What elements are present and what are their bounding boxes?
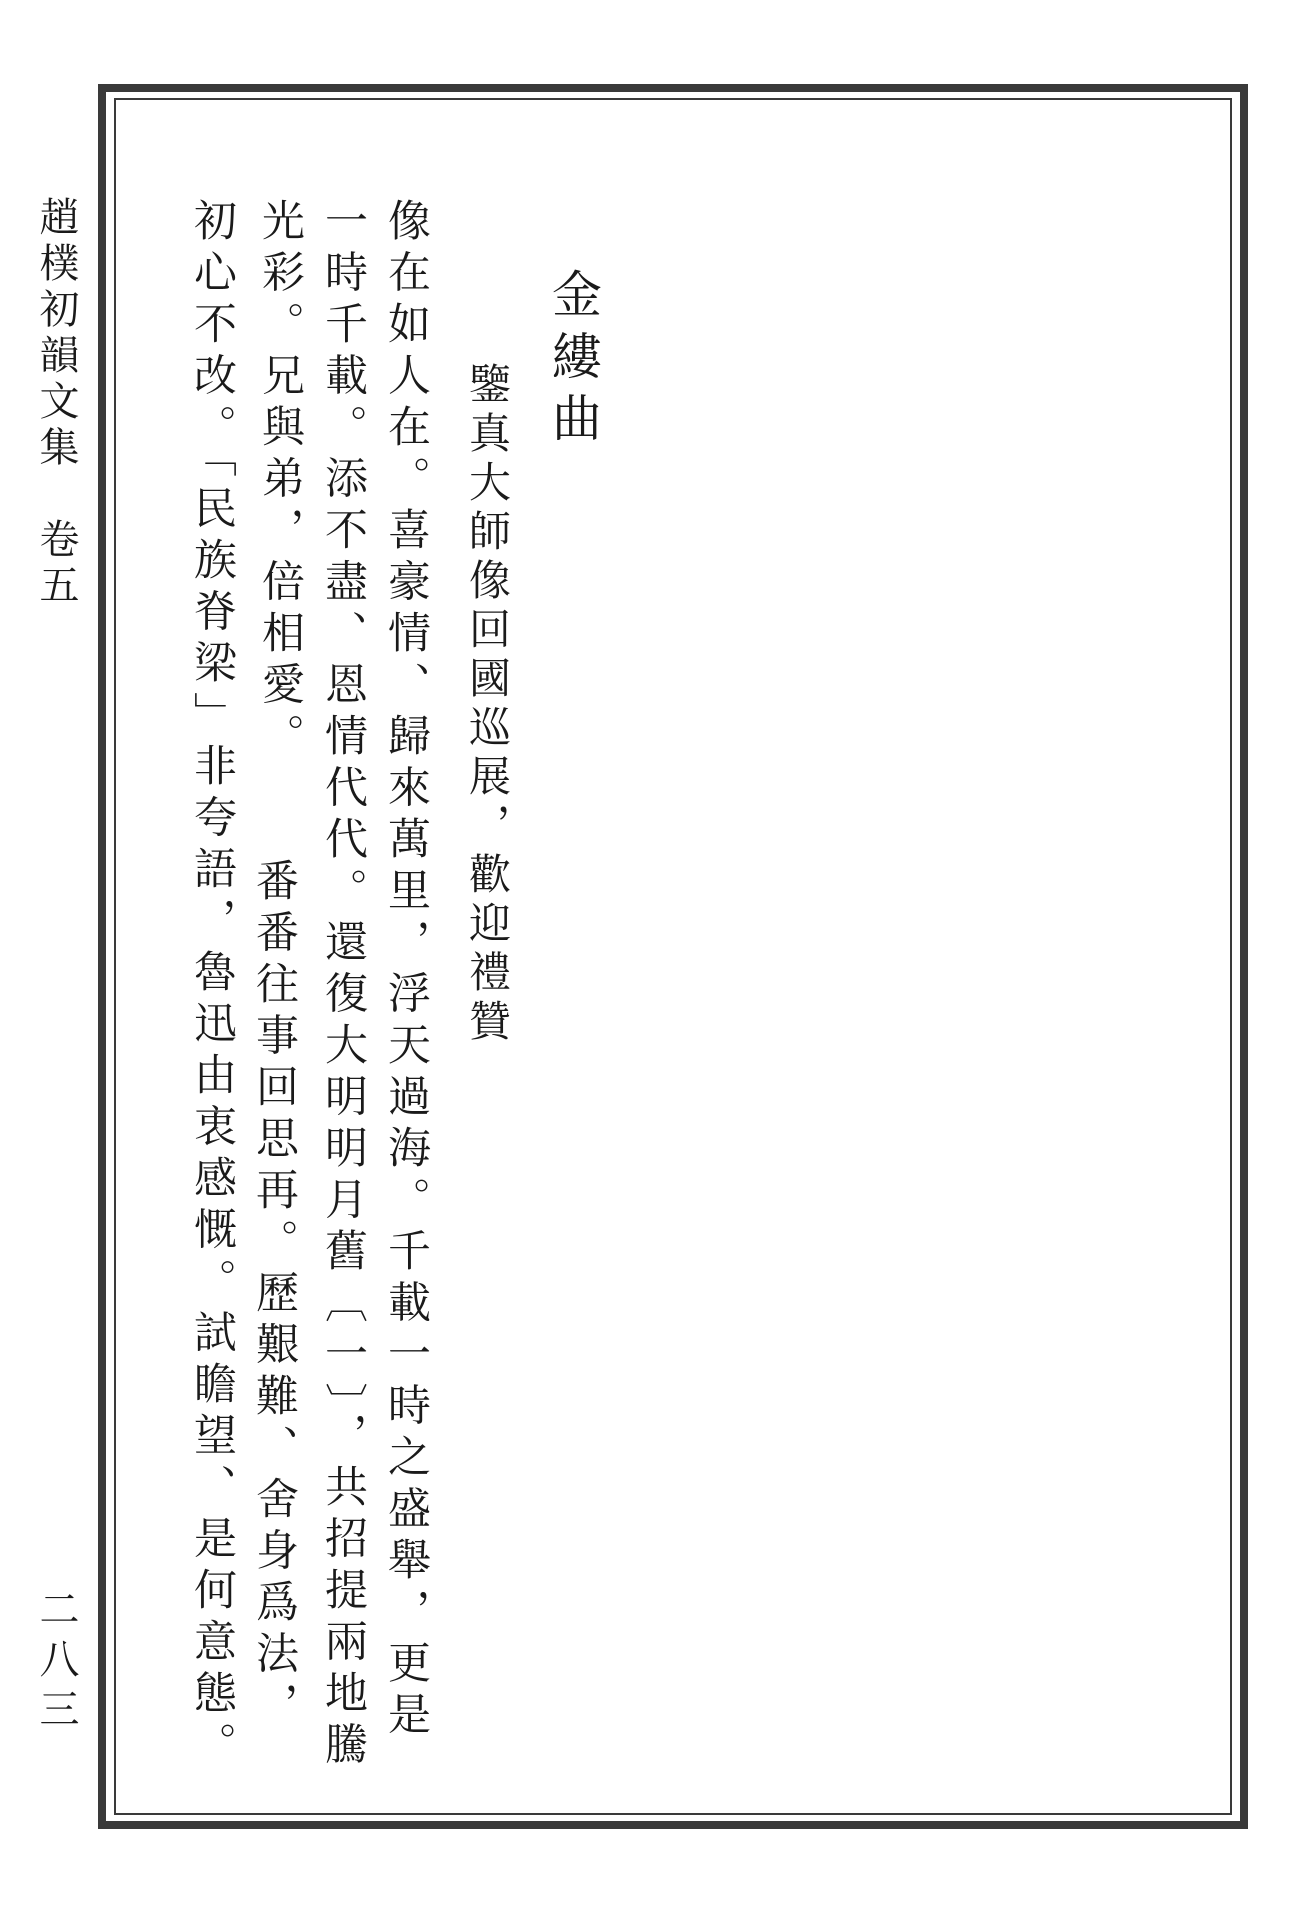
running-head: 趙樸初韻文集 卷五 [33, 196, 79, 610]
page-number: 二八三 [33, 1588, 79, 1738]
poem-line: 初心不改。「民族脊梁」非夸語，魯迅由衷感慨。試瞻望、是何意態。 [187, 198, 237, 1773]
poem-line: 像在如人在。喜豪情、歸來萬里，浮天過海。千載一時之盛舉，更是 [381, 198, 431, 1743]
poem-line: 一時千載。添不盡、恩情代代。還復大明明月舊〔一〕，共招提兩地騰 [318, 198, 368, 1773]
poem-line: 番番往事回思再。歷艱難、舍身爲法， [249, 858, 299, 1734]
poem-subtitle: 鑒真大師像回國巡展，歡迎禮贊 [463, 362, 512, 1048]
poem-title: 金縷曲 [544, 268, 602, 454]
poem-line: 光彩。兄與弟，倍相愛。 [255, 198, 305, 765]
